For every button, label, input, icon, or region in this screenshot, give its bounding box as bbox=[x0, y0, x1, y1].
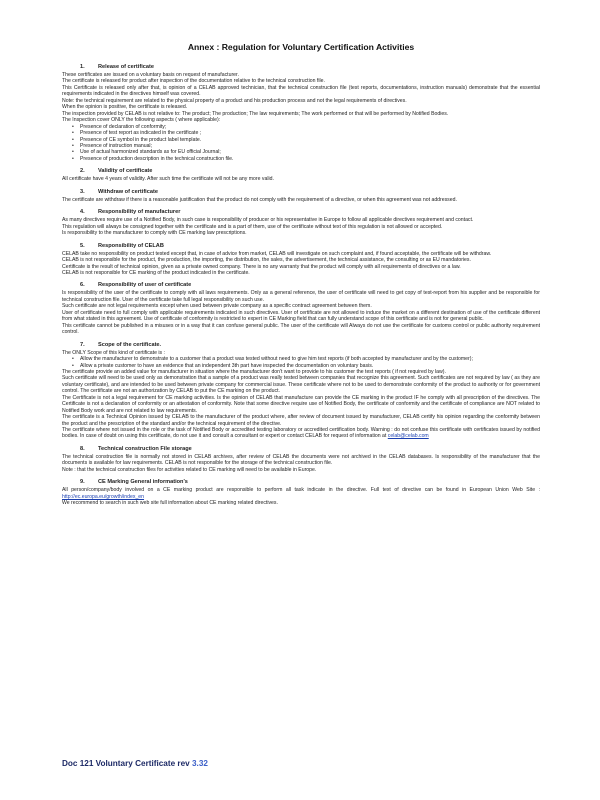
paragraph: We recommend to search in such web site full information about CE marking related directives. bbox=[62, 500, 278, 507]
section-heading: 1. Release of certificate bbox=[80, 64, 154, 70]
section-scope bbox=[62, 342, 540, 440]
paragraph: Note: the technical requirement are related to the physical property of a product and his production process and not the legal requirements of directives. bbox=[62, 97, 407, 104]
list-item: • Presence of instruction manual; bbox=[74, 143, 540, 149]
section-ce-info bbox=[62, 479, 540, 506]
paragraph: CELAB take no responsibility on product tested except that, in case of advice from market, CELAB will investigate on such complaint and, if found acceptable, the certificate will be withdraw. bbox=[62, 250, 492, 257]
paragraph: These certificates are issued on a voluntary basis on request of manufacturer. bbox=[62, 72, 239, 78]
paragraph: The certificate are withdraw if there is a reasonable justification that the product do not comply with the requirement of a directive, or when this agreement was not addressed. bbox=[62, 196, 457, 203]
paragraph: CELAB is not responsible for CE marking of the product indicated in the certificate. bbox=[62, 269, 250, 276]
section-user bbox=[62, 282, 540, 335]
section-manufacturer bbox=[62, 209, 540, 236]
paragraph: The Inspection cover ONLY the following aspects ( where applicable): bbox=[62, 117, 221, 124]
paragraph: Such certificate will need to be used only as demonstration that a sample of a product was really tested between companies that recognize this agreement. Such certificates are not required by law ( as they are voluntary certificate), and are intended to be used between private company for commercial issue. These certificate where not to be used to demonstrate conformity of the product to authority or for government control. The certificate are not an authorization by CELAB to put the CE marking on the product. bbox=[62, 375, 540, 395]
revision-number: 3.32 bbox=[192, 759, 208, 768]
paragraph: The Certificate is not a legal requirement for CE marking activities. Is the opinion of CELAB that manufacture can provide the CE marking in the product IF he comply with all prescription of the directives. The Certificate is not a declaration of conformity or an attestation of conformity. Note that some directive require use of Notified Body, the certificate of conformity and the certificate of compliance are NOT related to Notified Body work and are not related to law requirements. bbox=[62, 394, 540, 414]
section-heading: 9. CE Marking General information's bbox=[80, 479, 188, 486]
paragraph: This certificate cannot be published in a misuses or in a way that it can confuse general public. The user of the certificate will Always do not use the certificate for customs control or public authority requirement control. bbox=[62, 322, 540, 336]
email-link[interactable]: celab@celab.com bbox=[387, 433, 429, 440]
page-title: Annex : Regulation for Voluntary Certification Activities bbox=[187, 42, 415, 52]
paragraph: The inspection provided by CELAB is not relative to: The product; The production; The law requirements; The work performed or that will be performed by Notified Bodies. bbox=[62, 110, 449, 117]
list-item: • Allow a private customer to have an evidence that an independent 3th part have inspected the documentation on voluntary basis. bbox=[74, 363, 540, 369]
paragraph: The certificate is released for product after inspection of the documentation relative to the technical construction file. bbox=[62, 78, 325, 85]
list-item: • Allow the manufacturer to demonstrate to a customer that a product was tested without need to give him test reports (if both accepted by manufacturer and by the customer); bbox=[74, 356, 540, 362]
paragraph: All person/company/body involved on a CE marking product are responsible to perform all task indicate in the directive. Full text of directive can be found in European Union Web Site : http://ec.europa.eu/growth/index_en bbox=[62, 487, 540, 500]
paragraph: CELAB is not responsible for the product, the production, the importing, the distribution, the sales, the advertisement, the technical assistance, the consulting or as EU mandatories. bbox=[62, 257, 471, 264]
eu-website-link[interactable]: http://ec.europa.eu/growth/index_en bbox=[62, 493, 145, 500]
section-heading: 6. Responsibility of user of certificate bbox=[80, 282, 192, 289]
section-validity bbox=[62, 168, 540, 182]
list-item: • Use of actual harmonized standards as for EU official Journal; bbox=[74, 149, 540, 155]
paragraph: The technical construction file is normally not stored in CELAB archives, after review of CELAB the documents were not archived in the CELAB databases. Is responsibility of the manufacturer that the documents is available for law requirements. CELAB is not responsible for the storage of the technical construction file. bbox=[62, 453, 540, 467]
section-heading: 8. Technical construction File storage bbox=[80, 445, 192, 452]
bullet-list bbox=[62, 124, 540, 163]
paragraph: Such certificate are not legal requirements except when used between private company as a specific contract agreement between them. bbox=[62, 303, 372, 310]
section-withdraw bbox=[62, 189, 540, 203]
section-heading: 7. Scope of the certificate. bbox=[80, 341, 162, 348]
section-heading: 2. Validity of certificate bbox=[80, 168, 153, 175]
paragraph: When the opinion is positive, the certificate is released. bbox=[62, 104, 188, 111]
section-storage bbox=[62, 446, 540, 473]
document-page bbox=[62, 42, 540, 513]
paragraph: The certificate where not issued in the role or the task of Notified Body or accredited testing laboratory or accredited certification body. Warning : do not confuse this certificate with certificates issued by notified bodies. In case of doubt on using this certificate, do not use it and consult a consultant or expert or contact CELAB for request of information at celab@celab.com bbox=[62, 427, 540, 440]
paragraph: Note : that the technical construction files for activities related to CE marking will need to be available in Europe. bbox=[62, 466, 317, 473]
section-heading: 3. Withdraw of certificate bbox=[80, 188, 158, 195]
list-item: • Presence of declaration of conformity; bbox=[74, 124, 540, 130]
paragraph: Is responsibility of the user of the certificate to comply with all laws requirements. Only as a general reference, the user of certificate will need to get copy of test-report from his supplier and be responsible for technical construction file. User of the certificate take full legal responsibility on such use. bbox=[62, 290, 540, 303]
paragraph: This regulation will always be consigned together with the certificate and is a part of them, use of the certificate without text of this regulation is not allowed or accepted. bbox=[62, 223, 443, 230]
bullet-list bbox=[62, 356, 540, 369]
section-release bbox=[62, 64, 540, 162]
paragraph: This Certificate is released only after that, is opinion of a CELAB approved technician, that the technical construction file (test reports, documentations, instruction manuals) demonstrate that the essential requirements indicated in the directives himself was covered. bbox=[62, 84, 540, 98]
document-footer: Doc 121 Voluntary Certificate rev 3.32 bbox=[62, 759, 208, 768]
paragraph: The certificate is a Technical Opinion issued by CELAB to the manufacturer of the product where, after review of document issued by manufacturer, CELAB certify his opinion regarding the conformity between the product and the prescription of the standard and/or the technical requirement of the directive. bbox=[62, 414, 540, 427]
paragraph: The ONLY Scope of this kind of certificate is : bbox=[62, 349, 165, 356]
paragraph: All certificate have 4 years of validity. After such time the certificate will not be any more valid. bbox=[62, 176, 274, 183]
list-item: • Presence of CE symbol in the product label template. bbox=[74, 137, 540, 143]
paragraph: Is responsibility to the manufacturer to comply with CE marking law prescriptions. bbox=[62, 230, 247, 237]
section-heading: 5. Responsibility of CELAB bbox=[80, 242, 164, 249]
section-celab bbox=[62, 243, 540, 277]
list-item: • Presence of production description in the technical construction file. bbox=[74, 156, 540, 162]
section-heading: 4. Responsibility of manufacturer bbox=[80, 209, 181, 216]
paragraph: User of certificate need to full comply with applicable requirements indicated in such directives. User of certificate are not allowed to induce the market on a different destination of use of the certificate different from what stated in this agreement. Use of certificate of conformity is restricted to expert in CE Marking field that can fully understand scope of this certificate and is not for general public. bbox=[62, 309, 540, 323]
paragraph: As many directives require use of a Notified Body, in such case is responsibility of producer or his representative in Europe to follow all applicable directives requirement and contact. bbox=[62, 217, 474, 224]
list-item: • Presence of test report as indicated in the certificate ; bbox=[74, 130, 540, 136]
paragraph: Certificate is the result of technical opinion, given as a private owned company. There is no any warranty that the product will comply with all requirements of directives or a law. bbox=[62, 263, 461, 270]
paragraph: The certificate provide an added value for manufacturer in situation where the manufacturer don't want to provide to his customer the test reports ( if not required by law). bbox=[62, 368, 446, 375]
